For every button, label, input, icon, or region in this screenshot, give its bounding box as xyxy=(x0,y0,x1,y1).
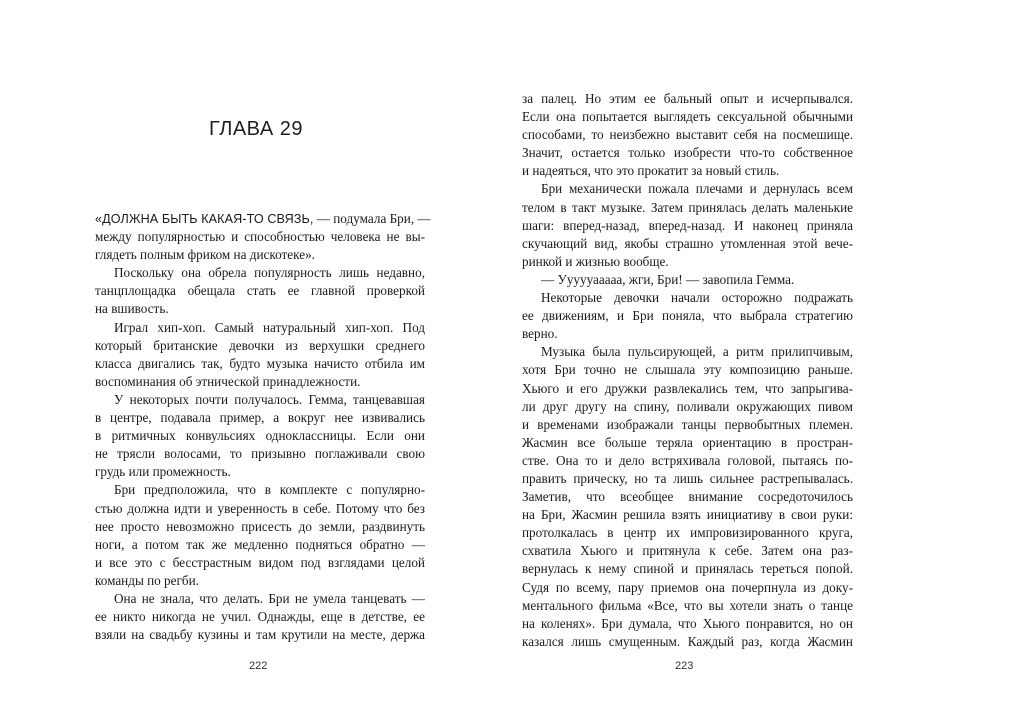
text-line: который британские девочки из верхушки среднего xyxy=(95,337,425,353)
text-line: — Уууууааааа, жги, Бри! — завопила Гемма. xyxy=(541,271,795,287)
text-line: в ритмичных конвульсиях одноклассницы. Если они xyxy=(95,428,425,444)
paragraph xyxy=(95,391,425,481)
text-line: способами, то неизбежно выставит себя на посмешище. xyxy=(522,127,853,143)
left-page-text xyxy=(95,210,431,644)
text-line: ментального фильма «Все, что вы хотели знать о танце xyxy=(522,597,853,613)
paragraph xyxy=(522,271,853,289)
text-line: ринкой и жизнью вообще. xyxy=(522,253,669,269)
text-line: на вшивость. xyxy=(95,301,169,317)
page-number: 222 xyxy=(249,660,268,672)
paragraph xyxy=(522,180,853,270)
text-line: править прическу, но та лишь сильнее растрепывалась. xyxy=(522,470,853,486)
page-number: 223 xyxy=(675,660,694,672)
text-line: взяли на свадьбу кузины и там крутили на месте, держа xyxy=(95,627,425,643)
text-line: стве. Она то и дело встряхивала головой, пытаясь по- xyxy=(522,452,853,468)
text-line: класса двигались так, будто музыка начисто отбила им xyxy=(95,355,425,371)
text-line: на Бри, Жасмин решила взять инициативу в свои руки: xyxy=(522,507,853,523)
paragraph xyxy=(95,210,431,264)
text-line: Некоторые девочки начали осторожно подражать xyxy=(541,290,853,306)
text-line: протолкалась в центр их импровизированного круга, xyxy=(522,525,853,541)
text-line: Судя по всему, пару приемов она почерпнула из доку- xyxy=(522,579,853,595)
text-line: не трясли волосами, то призывно поглаживали свою xyxy=(95,446,425,462)
text-line: и все это с бесстрастным видом под взглядами целой xyxy=(95,554,425,570)
text-line: схватила Хьюго и притянула к себе. Затем она раз- xyxy=(522,543,853,559)
paragraph xyxy=(95,264,425,318)
text-line: ли друг другу на спину, поливали окружающих пивом xyxy=(522,398,853,414)
text-line: Играл хип-хоп. Самый натуральный хип-хоп. Под xyxy=(114,319,425,335)
text-line: Хьюго и его дружки развлекались тем, что запрыгива- xyxy=(522,380,853,396)
text-line: телом в такт музыке. Затем принялась делать маленькие xyxy=(522,199,853,215)
text-line: Бри механически пожала плечами и дернулась всем xyxy=(541,181,853,197)
text-line: Бри предположила, что в комплекте с популярно- xyxy=(114,482,425,498)
paragraph xyxy=(522,343,853,651)
text-line: У некоторых почти получалось. Гемма, танцевавшая xyxy=(114,391,425,407)
right-page-text xyxy=(522,90,853,651)
text-line: воспоминания об этнической принадлежности. xyxy=(95,373,361,389)
paragraph xyxy=(522,289,853,343)
text-line: команды по регби. xyxy=(95,572,199,588)
text-line: и надеяться, что это прокатит за новый стиль. xyxy=(522,163,780,179)
paragraph xyxy=(95,481,425,590)
text-line: танцплощадка обещала стать ее главной проверкой xyxy=(95,283,425,299)
text-line: Заметив, что всеобщее внимание сосредоточилось xyxy=(522,489,853,505)
text-line: Значит, остается только изобрести что-то собственное xyxy=(522,145,853,161)
text-line: Если она попытается выглядеть сексуальной обычными xyxy=(522,109,853,125)
chapter-title: ГЛАВА 29 xyxy=(209,118,303,140)
paragraph xyxy=(522,90,853,180)
text-line: грудь или промежность. xyxy=(95,464,231,480)
text-line: стью должна идти и уверенность в себе. Потому что без xyxy=(95,500,425,516)
text-line: за палец. Но этим ее бальный опыт и исчерпывался. xyxy=(522,91,853,106)
text-line: вернулась к нему спиной и принялась тереться попой. xyxy=(522,561,853,577)
text-line: нее просто невозможно присесть до земли, раздвинуть xyxy=(95,518,425,534)
text-line: казался лишь смущенным. Каждый раз, когда Жасмин xyxy=(522,633,853,649)
text-line: в центре, подавала пример, а вокруг нее извивались xyxy=(95,410,425,426)
text-line: ее движениям, и Бри поняла, что выбрала стратегию xyxy=(522,308,853,324)
text-line: и временами изображали танцы первобытных племен. xyxy=(522,416,853,432)
paragraph xyxy=(95,590,425,644)
text-line: — подумала Бри, — xyxy=(313,211,431,226)
right-page xyxy=(512,0,1024,705)
text-line: между популярностью и способностью человека не вы- xyxy=(95,229,425,245)
text-line: Музыка была пульсирующей, а ритм прилипчивым, xyxy=(541,344,853,360)
paragraph xyxy=(95,319,425,391)
chapter-opening-smallcaps: «ДОЛЖНА БЫТЬ КАКАЯ-ТО СВЯЗЬ, xyxy=(95,212,314,226)
text-line: ноги, а потом так же медленно подняться обратно — xyxy=(95,536,425,552)
text-line: ее никто никогда не учил. Однажды, еще в детстве, ее xyxy=(95,609,425,625)
text-line: Поскольку она обрела популярность лишь недавно, xyxy=(114,265,425,281)
text-line: шаги: вперед-назад, вперед-назад. И наконец приняла xyxy=(522,217,853,233)
text-line: на коленях». Бри думала, что Хьюго понравится, но он xyxy=(522,615,853,631)
text-line: Жасмин все больше теряла ориентацию в простран- xyxy=(522,434,853,450)
text-line: хотя Бри точно не слышала эту композицию раньше. xyxy=(522,362,853,378)
text-line: глядеть полным фриком на дискотеке». xyxy=(95,247,315,263)
text-line: верно. xyxy=(522,326,558,342)
text-line: скучающий вид, якобы страшно утомленная этой вече- xyxy=(522,235,853,251)
text-line: Она не знала, что делать. Бри не умела танцевать — xyxy=(114,590,425,606)
